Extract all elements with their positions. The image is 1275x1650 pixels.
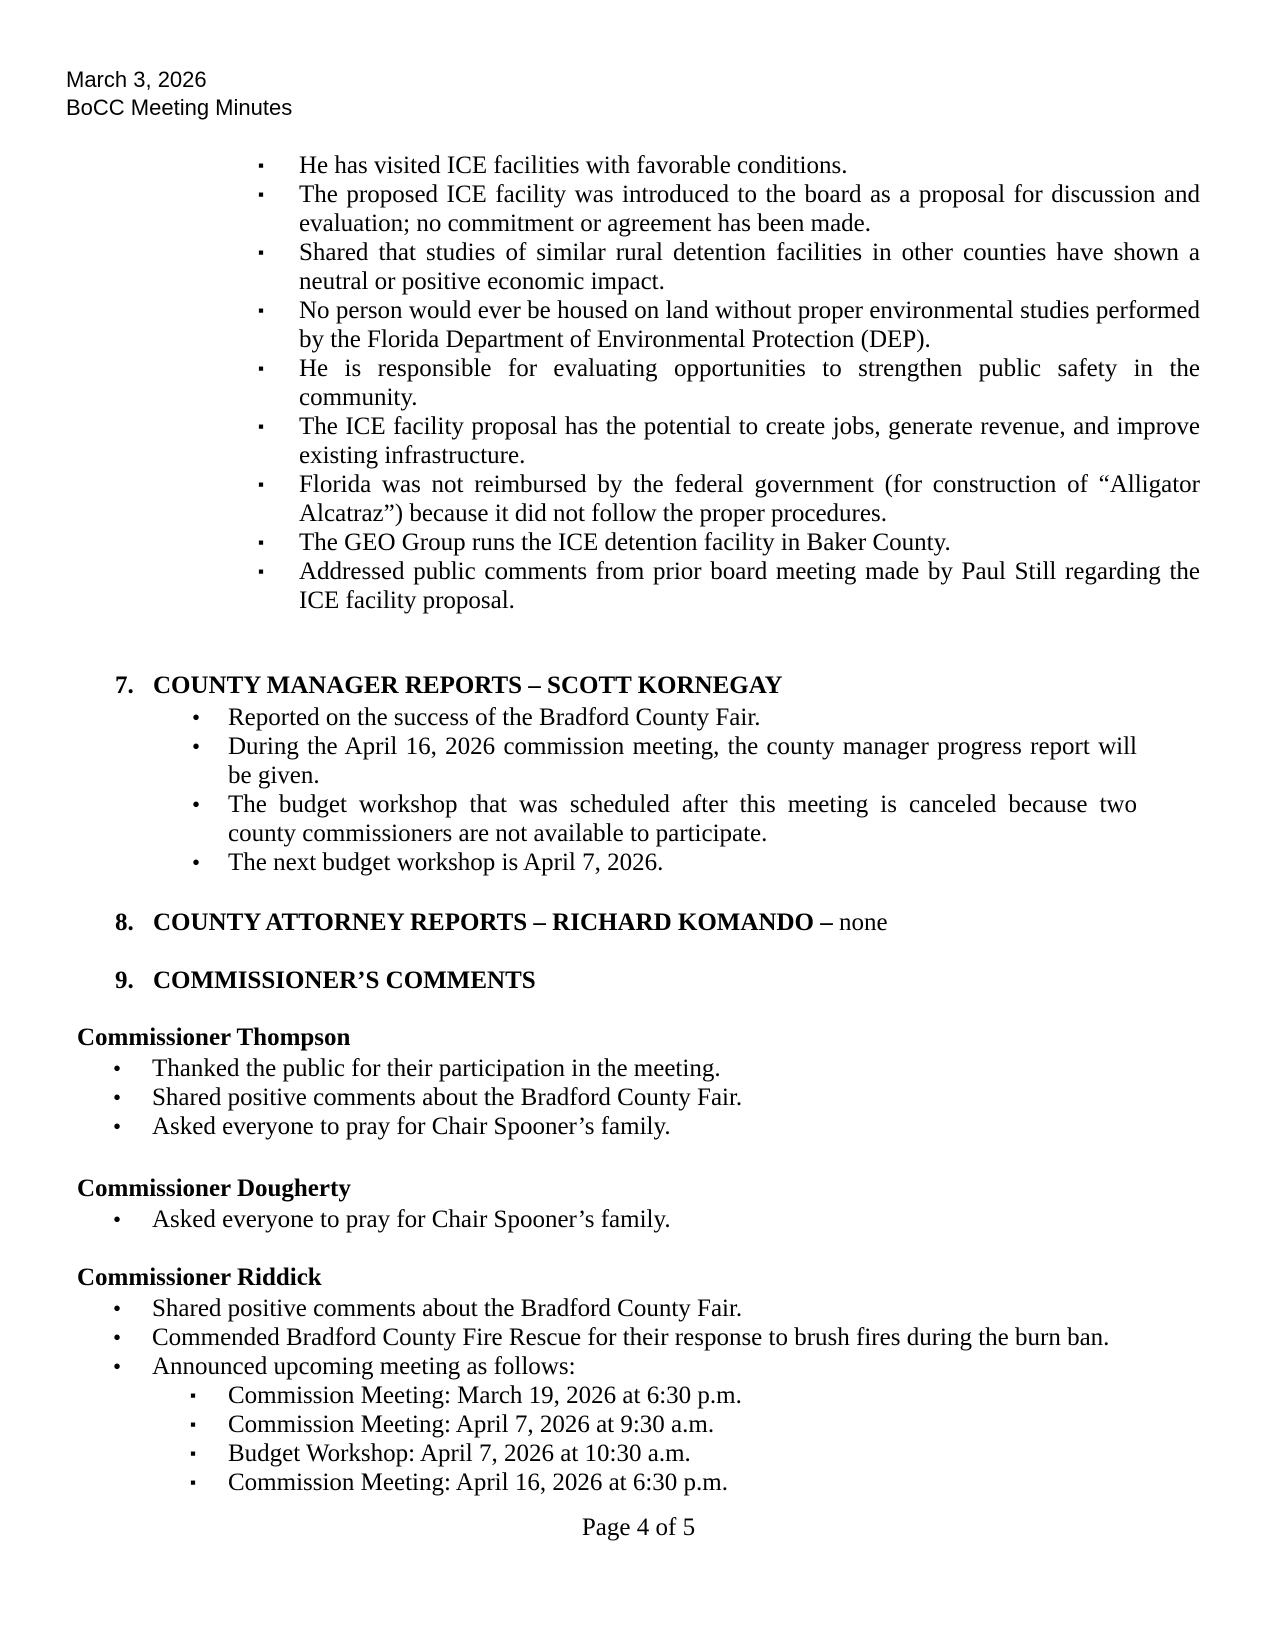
square-bullet-marker: ▪ xyxy=(258,417,265,436)
bullet-item xyxy=(77,354,1200,412)
riddick-bullet-list xyxy=(77,1294,1200,1381)
bullet-text: Reported on the success of the Bradford County Fair. xyxy=(228,704,761,731)
bullet-item xyxy=(77,732,1200,790)
square-bullet-marker: ▪ xyxy=(258,475,265,494)
bullet-text: The budget workshop that was scheduled after this meeting is canceled because two county commissioners are not available to participate. xyxy=(228,791,1137,847)
bullet-text: Florida was not reimbursed by the federal government (for construction of “Alligator Alcatraz”) because it did not follow the proper procedures. xyxy=(299,471,1200,527)
section-number: 9. xyxy=(115,967,134,994)
bullet-text: Addressed public comments from prior board meeting made by Paul Still regarding the ICE facility proposal. xyxy=(299,558,1200,614)
bullet-text: Asked everyone to pray for Chair Spooner’s family. xyxy=(152,1113,671,1140)
round-bullet-marker: • xyxy=(192,792,201,817)
document-header xyxy=(66,66,292,122)
round-bullet-marker: • xyxy=(113,1296,122,1321)
sub-bullet-text: Commission Meeting: March 19, 2026 at 6:30 p.m. xyxy=(228,1382,742,1409)
bullet-text: During the April 16, 2026 commission meeting, the county manager progress report will be given. xyxy=(228,733,1137,789)
round-bullet-marker: • xyxy=(192,850,201,875)
round-bullet-marker: • xyxy=(113,1114,122,1139)
bullet-text: The ICE facility proposal has the potential to create jobs, generate revenue, and improve existing infrastructure. xyxy=(299,413,1200,469)
bullet-text: Commended Bradford County Fire Rescue for their response to brush fires during the burn ban. xyxy=(152,1324,1110,1351)
sub-bullet-text: Budget Workshop: April 7, 2026 at 10:30 a.m. xyxy=(228,1440,691,1467)
square-bullet-marker: ▪ xyxy=(190,1386,197,1405)
square-bullet-marker: ▪ xyxy=(258,243,265,262)
bullet-text: Shared positive comments about the Bradford County Fair. xyxy=(152,1295,743,1322)
dougherty-bullet-list xyxy=(77,1205,1200,1234)
round-bullet-marker: • xyxy=(192,734,201,759)
county-manager-bullet-list xyxy=(77,703,1200,877)
bullet-text: The proposed ICE facility was introduced to the board as a proposal for discussion and evaluation; no commitment or agreement has been made. xyxy=(299,181,1200,237)
bullet-item xyxy=(77,1083,1200,1112)
header-date: March 3, 2026 xyxy=(66,67,207,92)
square-bullet-marker: ▪ xyxy=(190,1444,197,1463)
sub-bullet-text: Commission Meeting: April 16, 2026 at 6:30 p.m. xyxy=(228,1469,728,1496)
bullet-item xyxy=(77,848,1200,877)
sub-bullet-item xyxy=(77,1439,1200,1468)
round-bullet-marker: • xyxy=(113,1207,122,1232)
bullet-item xyxy=(77,296,1200,354)
sub-bullet-item xyxy=(77,1468,1200,1497)
bullet-item xyxy=(77,528,1200,557)
round-bullet-marker: • xyxy=(192,705,201,730)
page-number: Page 4 of 5 xyxy=(581,1514,696,1541)
bullet-text: Thanked the public for their participation in the meeting. xyxy=(152,1055,721,1082)
square-bullet-marker: ▪ xyxy=(258,562,265,581)
bullet-item xyxy=(77,238,1200,296)
bullet-text: He is responsible for evaluating opportunities to strengthen public safety in the community. xyxy=(299,355,1200,411)
commissioner-name-riddick: Commissioner Riddick xyxy=(77,1264,322,1291)
round-bullet-marker: • xyxy=(113,1056,122,1081)
commissioner-name-dougherty: Commissioner Dougherty xyxy=(77,1175,351,1202)
bullet-item xyxy=(77,180,1200,238)
round-bullet-marker: • xyxy=(113,1325,122,1350)
bullet-item xyxy=(77,790,1200,848)
bullet-item xyxy=(77,1054,1200,1083)
document-body xyxy=(77,151,1200,1542)
section-number: 8. xyxy=(115,909,134,936)
sub-bullet-item xyxy=(77,1381,1200,1410)
round-bullet-marker: • xyxy=(113,1085,122,1110)
section-heading-suffix: none xyxy=(832,909,888,936)
bullet-text: The next budget workshop is April 7, 2026. xyxy=(228,849,664,876)
bullet-text: The GEO Group runs the ICE detention facility in Baker County. xyxy=(299,529,951,556)
bullet-text: Announced upcoming meeting as follows: xyxy=(152,1353,576,1380)
bullet-item xyxy=(77,1205,1200,1234)
square-bullet-marker: ▪ xyxy=(258,301,265,320)
section-heading-text: COMMISSIONER’S COMMENTS xyxy=(153,967,536,994)
square-bullet-marker: ▪ xyxy=(258,359,265,378)
intro-bullet-list xyxy=(77,151,1200,615)
bullet-text: Asked everyone to pray for Chair Spooner’s family. xyxy=(152,1206,671,1233)
sub-bullet-text: Commission Meeting: April 7, 2026 at 9:30 a.m. xyxy=(228,1411,715,1438)
round-bullet-marker: • xyxy=(113,1354,122,1379)
bullet-item xyxy=(77,703,1200,732)
bullet-text: Shared that studies of similar rural detention facilities in other counties have shown a neutral or positive economic impact. xyxy=(299,239,1200,295)
square-bullet-marker: ▪ xyxy=(258,533,265,552)
riddick-meetings-sublist xyxy=(77,1381,1200,1497)
bullet-item xyxy=(77,1323,1200,1352)
square-bullet-marker: ▪ xyxy=(190,1415,197,1434)
bullet-item xyxy=(77,1294,1200,1323)
section-heading-text: COUNTY MANAGER REPORTS – SCOTT KORNEGAY xyxy=(153,672,783,699)
bullet-item xyxy=(77,470,1200,528)
square-bullet-marker: ▪ xyxy=(258,185,265,204)
section-heading-county-manager-reports xyxy=(77,671,1200,700)
bullet-text: Shared positive comments about the Bradford County Fair. xyxy=(152,1084,743,1111)
bullet-item xyxy=(77,1112,1200,1141)
bullet-item xyxy=(77,412,1200,470)
commissioner-name-thompson: Commissioner Thompson xyxy=(77,1024,351,1051)
bullet-text: He has visited ICE facilities with favorable conditions. xyxy=(299,152,848,179)
bullet-text: No person would ever be housed on land without proper environmental studies performed by the Florida Department of Environmental Protection (DEP). xyxy=(299,297,1200,353)
square-bullet-marker: ▪ xyxy=(258,156,265,175)
square-bullet-marker: ▪ xyxy=(190,1473,197,1492)
bullet-item xyxy=(77,1352,1200,1381)
bullet-item xyxy=(77,151,1200,180)
sub-bullet-item xyxy=(77,1410,1200,1439)
section-heading-text: COUNTY ATTORNEY REPORTS – RICHARD KOMANDO – xyxy=(153,909,833,936)
header-title: BoCC Meeting Minutes xyxy=(66,95,293,120)
section-heading-county-attorney-reports xyxy=(77,908,1200,937)
bullet-item xyxy=(77,557,1200,615)
section-heading-commissioners-comments xyxy=(77,966,1200,995)
section-number: 7. xyxy=(115,672,134,699)
thompson-bullet-list xyxy=(77,1054,1200,1141)
